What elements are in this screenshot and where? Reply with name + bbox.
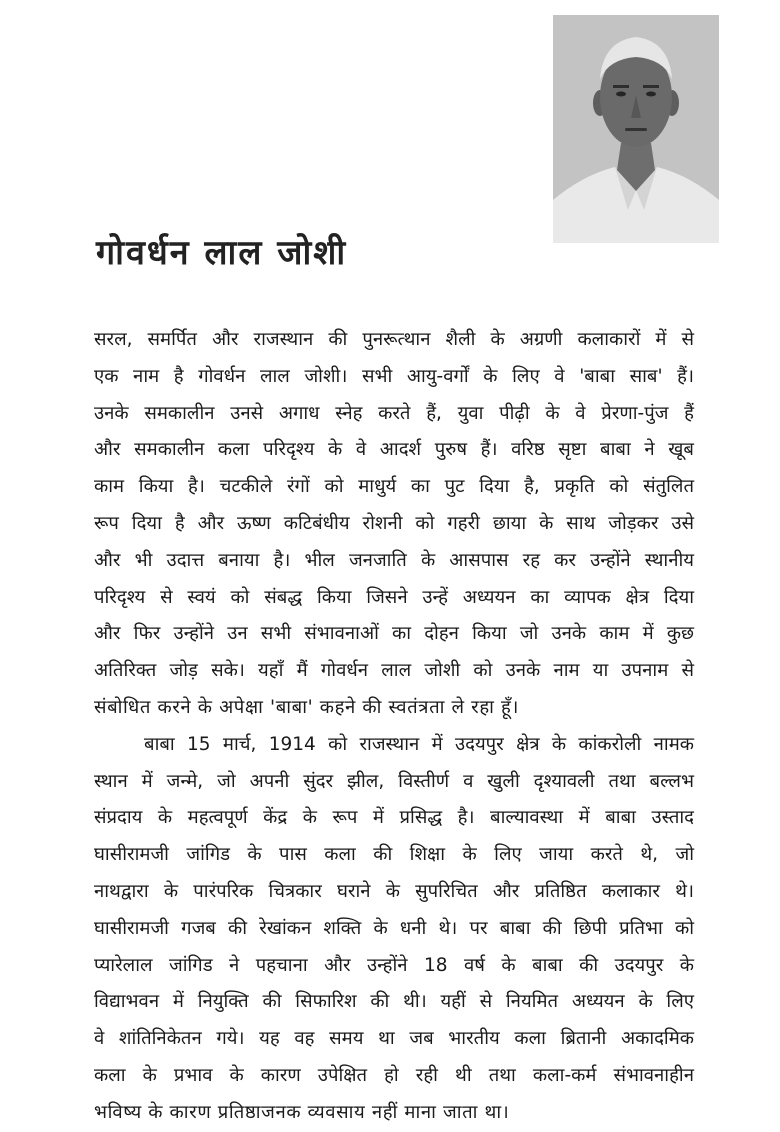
text-line: और भी उदात्त बनाया है। भील जनजाति के आसपास रह कर उन्होंने स्थानीय [94, 549, 694, 571]
text-line: एक नाम है गोवर्धन लाल जोशी। सभी आयु-वर्गों के लिए वे 'बाबा साब' हैं। [94, 365, 694, 387]
text-line: वे शांतिनिकेतन गये। यह वह समय था जब भारतीय कला ब्रितानी अकादमिक [94, 1028, 694, 1050]
text-line: और फिर उन्होंने उन सभी संभावनाओं का दोहन किया जो उनके काम में कुछ [94, 623, 694, 645]
article-body [94, 322, 694, 1132]
text-line: और समकालीन कला परिदृश्य के वे आदर्श पुरुष हैं। वरिष्ठ सृष्टा बाबा ने खूब [94, 439, 694, 461]
text-line: परिदृश्य से स्वयं को संबद्ध किया जिसने उन्हें अध्ययन का व्यापक क्षेत्र दिया [94, 586, 694, 608]
text-line: उनके समकालीन उनसे अगाध स्नेह करते हैं, युवा पीढ़ी के वे प्रेरणा-पुंज हैं [94, 402, 694, 424]
text-line: स्थान में जन्मे, जो अपनी सुंदर झील, विस्तीर्ण व खुली दृश्यावली तथा बल्लभ [94, 770, 694, 792]
text-line: रूप दिया है और ऊष्ण कटिबंधीय रोशनी को गहरी छाया के साथ जोड़कर उसे [94, 512, 694, 534]
text-line: काम किया है। चटकीले रंगों को माधुर्य का पुट दिया है, प्रकृति को संतुलित [94, 476, 694, 498]
text-line: घासीरामजी जांगिड के पास कला की शिक्षा के लिए जाया करते थे, जो [94, 844, 694, 866]
text-line: अतिरिक्त जोड़ सके। यहाँ मैं गोवर्धन लाल जोशी को उनके नाम या उपनाम से [94, 660, 694, 682]
text-line: नाथद्वारा के पारंपरिक चित्रकार घराने के सुपरिचित और प्रतिष्ठित कलाकार थे। [94, 880, 694, 902]
text-line: प्यारेलाल जांगिड ने पहचाना और उन्होंने 18 वर्ष के बाबा की उदयपुर के [94, 954, 694, 976]
page-title: गोवर्धन लाल जोशी [96, 233, 348, 273]
text-line: संप्रदाय के महत्वपूर्ण केंद्र के रूप में प्रसिद्ध है। बाल्यावस्था में बाबा उस्ताद [94, 807, 694, 829]
text-line: कला के प्रभाव के कारण उपेक्षित हो रही थी तथा कला-कर्म संभावनाहीन [94, 1064, 694, 1086]
paragraph-1 [94, 322, 694, 727]
portrait-photo [553, 15, 719, 243]
paragraph-2 [94, 727, 694, 1132]
text-line: बाबा 15 मार्च, 1914 को राजस्थान में उदयपुर क्षेत्र के कांकरोली नामक [144, 733, 694, 755]
text-line: संबोधित करने के अपेक्षा 'बाबा' कहने की स्वतंत्रता ले रहा हूँ। [94, 696, 520, 718]
text-line: भविष्य के कारण प्रतिष्ठाजनक व्यवसाय नहीं माना जाता था। [94, 1101, 510, 1123]
portrait-illustration [553, 15, 719, 243]
text-line: सरल, समर्पित और राजस्थान की पुनरूत्थान शैली के अग्रणी कलाकारों में से [94, 329, 694, 350]
text-line: घासीरामजी गजब की रेखांकन शक्ति के धनी थे। पर बाबा की छिपी प्रतिभा को [94, 917, 694, 939]
text-line: विद्याभवन में नियुक्ति की सिफारिश की थी। यहीं से नियमित अध्ययन के लिए [94, 991, 694, 1013]
